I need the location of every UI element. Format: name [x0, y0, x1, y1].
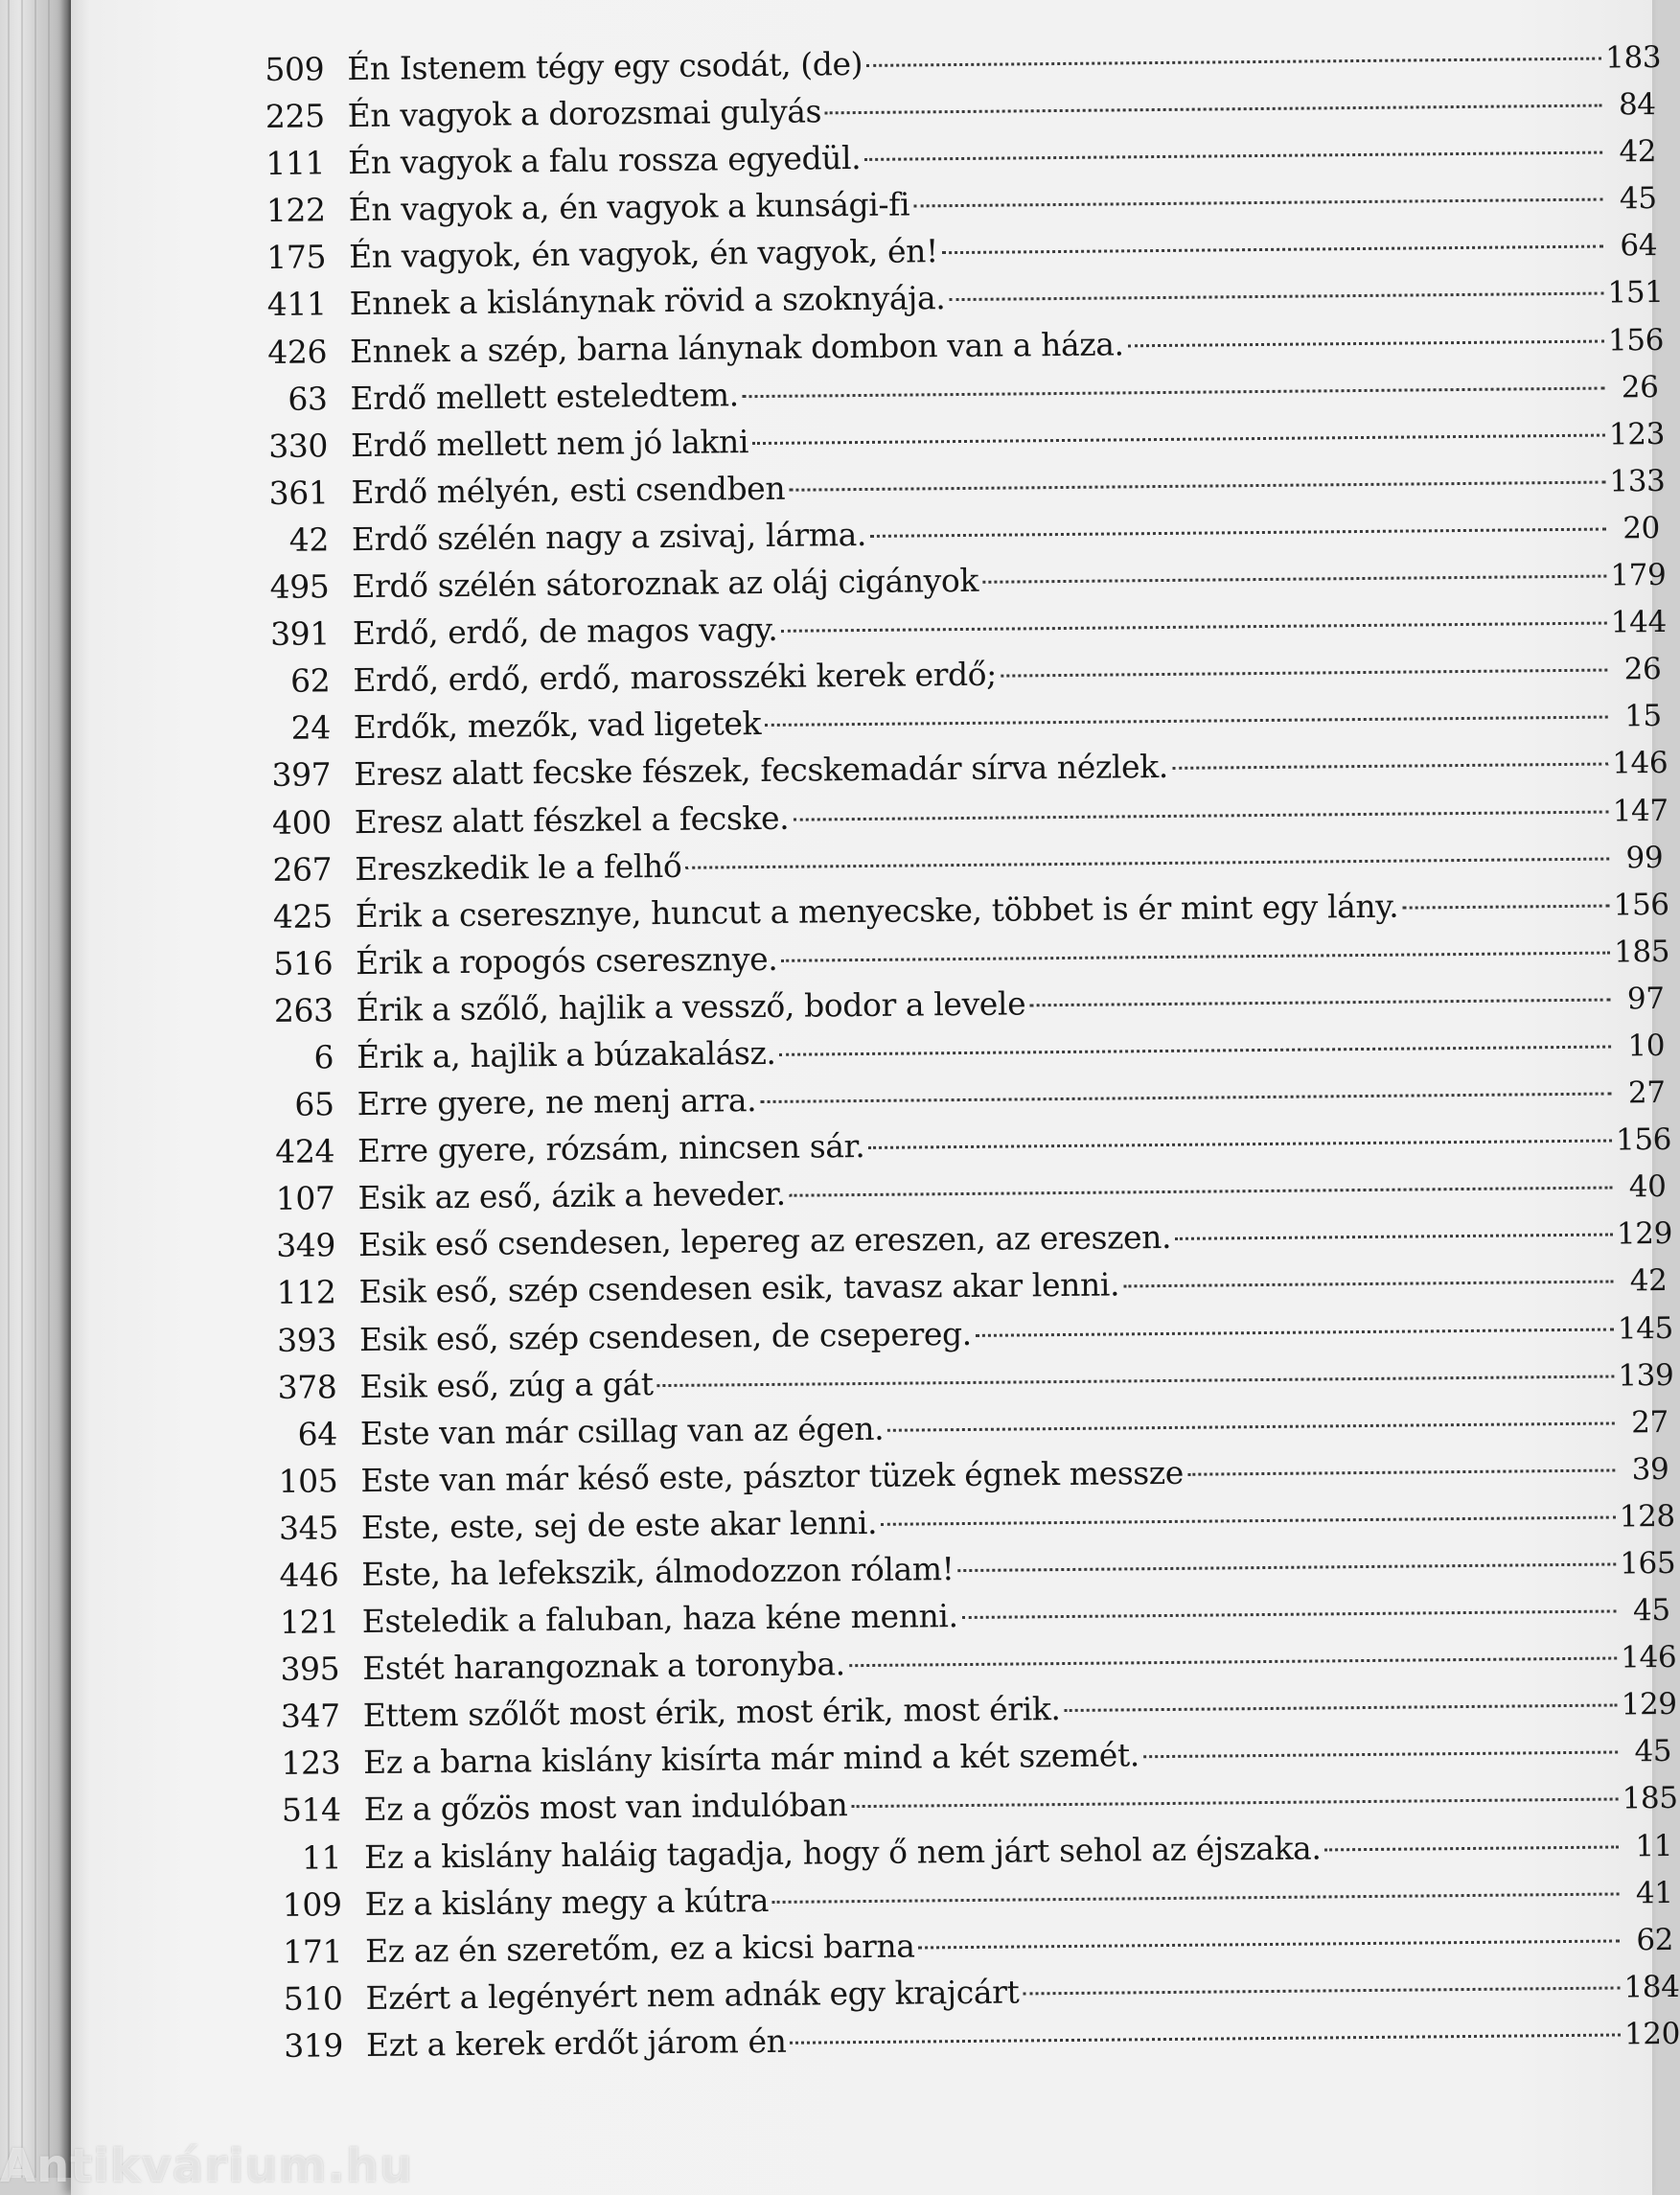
song-number: 225: [265, 97, 325, 136]
dot-leader: [868, 1140, 1612, 1149]
song-title: Esik az eső, ázik a heveder.: [357, 1175, 786, 1217]
song-number: 263: [273, 991, 334, 1029]
page-number: 156: [1607, 322, 1665, 358]
dot-leader: [1023, 1986, 1620, 1995]
song-number: 122: [265, 191, 326, 230]
page-number: 97: [1626, 981, 1665, 1017]
song-title: Esteledik a faluban, haza kéne menni.: [361, 1597, 958, 1641]
song-title: Ezt a kerek erdőt járom én: [365, 2022, 787, 2064]
song-number: 349: [276, 1226, 336, 1265]
song-number: 319: [284, 2026, 344, 2065]
dot-leader: [962, 1610, 1617, 1620]
song-title: Erre gyere, ne menj arra.: [357, 1081, 757, 1123]
song-number: 446: [279, 1556, 339, 1594]
dot-leader: [881, 1515, 1616, 1525]
dot-leader: [918, 1939, 1620, 1949]
song-index-list: [261, 33, 1680, 2069]
song-number: 267: [272, 849, 333, 889]
song-title: Én vagyok a, én vagyok a kunsági-fi: [348, 185, 910, 229]
dot-leader: [1128, 339, 1604, 347]
song-title: Este van már késő este, pásztor tüzek égnek messze: [360, 1453, 1185, 1499]
dot-leader: [864, 151, 1602, 161]
song-number: 121: [279, 1603, 339, 1641]
song-number: 345: [278, 1509, 339, 1547]
page-number: 84: [1618, 87, 1656, 123]
page-number: 156: [1615, 1122, 1672, 1158]
song-title: Erdő szélén nagy a zsivaj, lárma.: [351, 515, 867, 559]
song-number: 400: [271, 802, 332, 842]
song-title: Ettem szőlőt most érik, most érik, most érik.: [362, 1690, 1061, 1735]
dot-leader: [1187, 1468, 1615, 1475]
song-number: 107: [275, 1179, 335, 1218]
page-number: 133: [1609, 463, 1666, 499]
song-title: Esik eső, zúg a gát: [359, 1364, 654, 1405]
song-title: Este, ha lefekszik, álmodozzon rólam!: [361, 1550, 955, 1594]
song-number: 510: [283, 1979, 343, 2018]
page-number: 26: [1623, 652, 1662, 687]
page-number: 41: [1635, 1875, 1673, 1910]
dot-leader: [982, 575, 1606, 584]
page-number: 183: [1605, 39, 1662, 76]
song-title: Érik a szőlő, hajlik a vessző, bodor a levele: [356, 984, 1026, 1028]
song-number: 495: [269, 567, 330, 606]
page-number: 64: [1620, 228, 1658, 264]
song-number: 6: [313, 1038, 334, 1076]
page-number: 185: [1622, 1781, 1678, 1816]
dot-leader: [743, 386, 1605, 398]
dot-leader: [825, 104, 1602, 115]
song-number: 397: [271, 755, 332, 795]
wood-grain-line: [48, 0, 50, 2178]
song-number: 391: [269, 614, 331, 654]
song-number: 514: [281, 1791, 341, 1830]
page-number: 10: [1627, 1028, 1666, 1064]
page-number: 129: [1616, 1216, 1673, 1252]
song-title: Erdő mellett nem jó lakni: [350, 422, 749, 464]
song-number: 395: [280, 1650, 340, 1689]
dot-leader: [790, 1187, 1613, 1197]
song-number: 64: [297, 1415, 338, 1453]
page-number: 151: [1607, 275, 1664, 311]
song-title: Esik eső csendesen, lepereg az ereszen, az ereszen.: [357, 1218, 1172, 1264]
song-title: Érik a cseresznye, huncut a menyecske, többet is ér mint egy lány.: [355, 887, 1399, 935]
page-number: 45: [1619, 181, 1657, 217]
song-title: Erre gyere, rózsám, nincsen sár.: [357, 1127, 865, 1170]
song-title: Érik a, hajlik a búzakalász.: [356, 1033, 776, 1076]
dot-leader: [752, 433, 1605, 445]
dot-leader: [1065, 1704, 1618, 1713]
page-number: 120: [1623, 2016, 1680, 2052]
song-number: 112: [276, 1273, 336, 1312]
song-number: 42: [288, 520, 330, 559]
dot-leader: [1123, 1281, 1613, 1288]
song-title: Ez a gőzös most van indulóban: [363, 1786, 848, 1829]
song-number: 425: [272, 897, 333, 936]
page-number: 42: [1619, 134, 1657, 170]
dot-leader: [790, 2033, 1621, 2044]
song-title: Estét harangoznak a toronyba.: [362, 1645, 845, 1688]
book-page: [71, 0, 1680, 2195]
song-number: 516: [273, 944, 334, 982]
song-title: Ennek a szép, barna lánynak dombon van a háza.: [349, 324, 1124, 370]
dot-leader: [976, 1328, 1614, 1336]
wood-grain-line: [8, 0, 10, 2178]
song-number: 105: [278, 1462, 338, 1500]
dot-leader: [1143, 1751, 1618, 1759]
dot-leader: [849, 1657, 1617, 1668]
song-number: 24: [290, 708, 332, 748]
dot-leader: [942, 245, 1603, 255]
song-title: Erdő mélyén, esti csendben: [351, 469, 786, 511]
song-title: Eresz alatt fecske fészek, fecskemadár sírva nézlek.: [354, 748, 1169, 794]
page-number: 15: [1623, 699, 1662, 734]
dot-leader: [1324, 1845, 1619, 1851]
dot-leader: [657, 1375, 1615, 1387]
song-number: 378: [277, 1367, 337, 1406]
page-number: 39: [1631, 1451, 1669, 1488]
dot-leader: [870, 527, 1606, 537]
dot-leader: [1175, 1234, 1613, 1240]
dot-leader: [781, 622, 1607, 633]
song-title: Én Istenem tégy egy csodát, (de): [347, 44, 863, 88]
song-number: 109: [282, 1884, 342, 1924]
song-number: 424: [275, 1132, 335, 1171]
song-title: Esik eső, szép csendesen, de csepereg.: [358, 1314, 972, 1358]
wood-grain-line: [35, 0, 36, 2178]
song-title: Erdő, erdő, erdő, marosszéki kerek erdő;: [353, 655, 998, 700]
song-number: 171: [283, 1932, 343, 1971]
page-number: 40: [1628, 1169, 1667, 1205]
song-number: 330: [268, 427, 329, 465]
dot-leader: [887, 1421, 1615, 1431]
watermark: Antikvárium.hu: [0, 2139, 414, 2193]
dot-leader: [1172, 763, 1608, 770]
dot-leader: [760, 1093, 1611, 1104]
dot-leader: [913, 198, 1602, 208]
page-number: 26: [1621, 369, 1659, 405]
song-title: Eresz alatt fészkel a fecske.: [354, 798, 790, 841]
dot-leader: [765, 716, 1608, 727]
song-title: Erdő szélén sátoroznak az oláj cigányok: [352, 561, 979, 606]
song-number: 361: [268, 474, 329, 512]
song-number: 426: [267, 332, 328, 371]
song-title: Este, este, sej de este akar lenni.: [360, 1503, 878, 1546]
page-number: 146: [1612, 746, 1668, 781]
song-number: 62: [289, 661, 331, 700]
page-number: 27: [1627, 1075, 1666, 1111]
song-title: Ereszkedik le a felhő: [355, 846, 682, 888]
dot-leader: [793, 810, 1608, 820]
page-number: 27: [1631, 1404, 1669, 1441]
page-number: 184: [1623, 1969, 1680, 2005]
song-title: Esik eső, szép csendesen esik, tavasz akar lenni.: [358, 1265, 1120, 1311]
page-number: 11: [1635, 1828, 1673, 1863]
page-number: 144: [1610, 605, 1667, 640]
page-number: 146: [1621, 1640, 1677, 1675]
dot-leader: [772, 1892, 1620, 1903]
song-title: Én vagyok a dorozsmai gulyás: [347, 92, 822, 135]
page-number: 42: [1629, 1263, 1668, 1299]
page-number: 185: [1613, 934, 1670, 970]
page-number: 145: [1617, 1310, 1674, 1347]
page-number: 45: [1634, 1734, 1672, 1769]
page-number: 165: [1620, 1545, 1676, 1582]
song-title: Érik a ropogós cseresznye.: [355, 939, 778, 982]
dot-leader: [1402, 904, 1609, 909]
song-number: 347: [280, 1697, 340, 1736]
dot-leader: [685, 857, 1609, 868]
song-number: 123: [281, 1744, 341, 1783]
page-number: 45: [1632, 1593, 1670, 1629]
song-number: 65: [294, 1085, 334, 1123]
song-title: Erdő mellett esteledtem.: [350, 375, 739, 417]
song-number: 63: [288, 380, 328, 418]
song-title: Ez a kislány megy a kútra: [364, 1881, 770, 1923]
page-number: 99: [1625, 840, 1664, 875]
dot-leader: [780, 1045, 1612, 1055]
song-title: Este van már csillag van az égen.: [359, 1409, 885, 1452]
song-number: 111: [265, 144, 326, 183]
page-number: 179: [1610, 557, 1667, 593]
page-number: 147: [1612, 793, 1668, 828]
song-title: Ezért a legényért nem adnák egy krajcárt: [365, 1973, 1020, 2017]
dot-leader: [949, 292, 1603, 302]
page-number: 20: [1622, 510, 1661, 546]
song-number: 11: [301, 1837, 342, 1877]
song-number: 175: [266, 238, 327, 277]
page-number: 62: [1636, 1922, 1674, 1958]
page-number: 139: [1618, 1357, 1674, 1394]
dot-leader: [866, 58, 1601, 67]
song-title: Ennek a kislánynak rövid a szoknyája.: [349, 279, 946, 323]
dot-leader: [1001, 669, 1607, 678]
song-title: Erdő, erdő, de magos vagy.: [352, 610, 778, 653]
song-number: 509: [265, 50, 325, 88]
dot-leader: [1029, 998, 1610, 1006]
song-number: 393: [276, 1320, 337, 1359]
song-title: Én vagyok, én vagyok, én vagyok, én!: [348, 232, 939, 276]
dot-leader: [958, 1562, 1617, 1572]
song-title: Ez az én szeretőm, ez a kicsi barna: [364, 1927, 915, 1970]
dot-leader: [789, 480, 1605, 491]
song-title: Erdők, mezők, vad ligetek: [353, 705, 762, 747]
song-title: Ez a barna kislány kisírta már mind a két szemét.: [363, 1736, 1140, 1782]
wood-grain-line: [21, 0, 23, 2178]
page-number: 123: [1608, 416, 1666, 452]
page-number: 129: [1621, 1687, 1677, 1722]
dot-leader: [781, 951, 1610, 961]
page-number: 128: [1619, 1498, 1675, 1535]
page-number: 156: [1613, 887, 1669, 923]
song-title: Ez a kislány haláig tagadja, hogy ő nem járt sehol az éjszaka.: [363, 1829, 1322, 1876]
dot-leader: [851, 1798, 1618, 1809]
song-number: 411: [266, 285, 327, 324]
song-title: Én vagyok a falu rossza egyedül.: [347, 139, 862, 182]
